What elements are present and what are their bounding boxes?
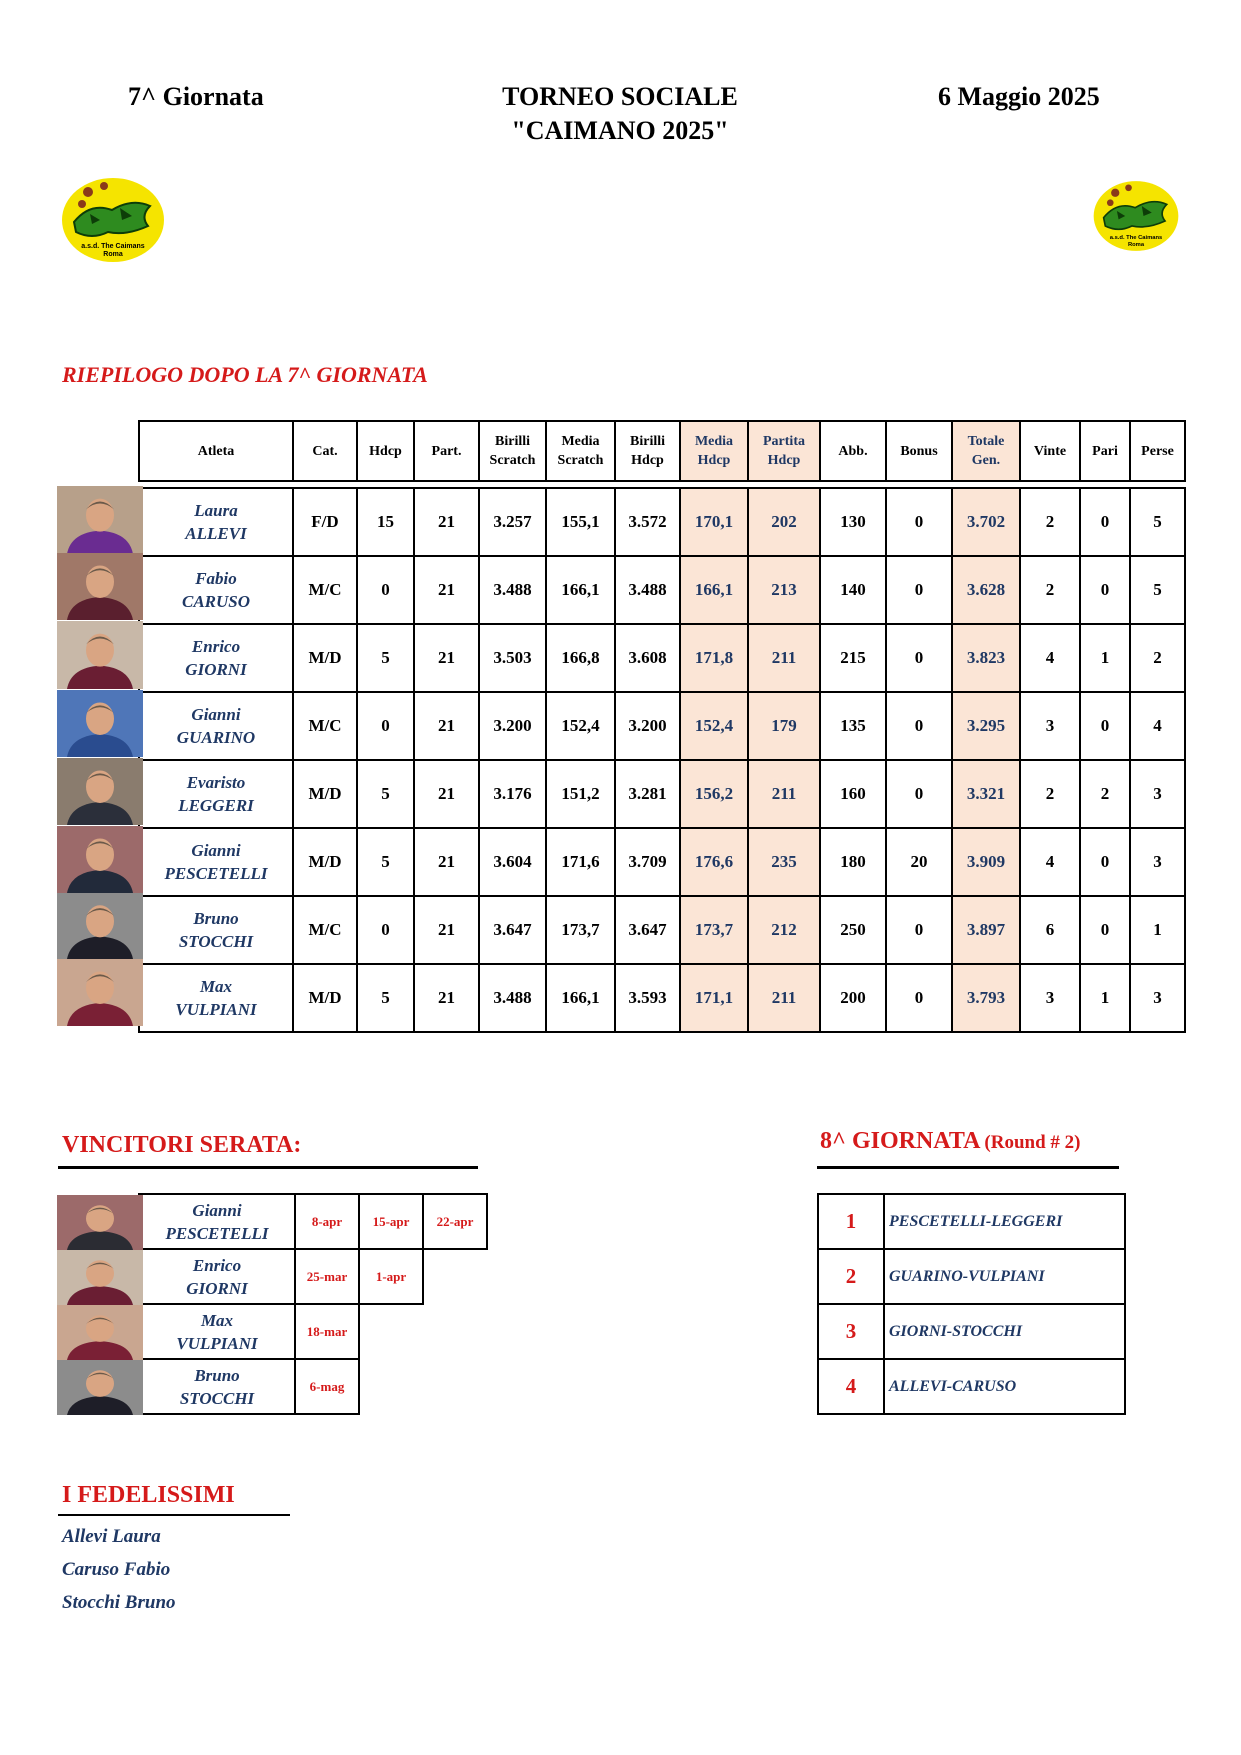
win-date: 22-apr: [423, 1194, 487, 1249]
cell-birilli-hdcp: 3.488: [615, 556, 680, 624]
cell-hdcp: 0: [357, 896, 414, 964]
club-logo-left: [60, 176, 166, 264]
cell-perse: 2: [1130, 624, 1185, 692]
event-date: 6 Maggio 2025: [938, 82, 1100, 111]
match-row: [818, 1249, 1125, 1304]
tournament-title-line1: TORNEO SOCIALE: [502, 82, 738, 111]
win-date: 8-apr: [295, 1194, 359, 1249]
tournament-title-line2: "CAIMANO 2025": [511, 116, 729, 145]
col-media-hdcp: Media Hdcp: [680, 421, 748, 481]
cell-birilli-hdcp: 3.281: [615, 760, 680, 828]
winner-photo: [57, 1250, 143, 1305]
cell-birilli-hdcp: 3.608: [615, 624, 680, 692]
club-logo-right: [1092, 176, 1180, 256]
cell-pari: 0: [1080, 692, 1130, 760]
cell-cat: F/D: [293, 488, 357, 556]
match-row: [818, 1304, 1125, 1359]
cell-abb: 200: [820, 964, 886, 1032]
cell-vinte: 3: [1020, 692, 1080, 760]
cell-media-scratch: 166,8: [546, 624, 615, 692]
cell-bonus: 0: [886, 488, 952, 556]
fedelissimi-item: Allevi Laura: [62, 1526, 161, 1547]
cell-pari: 0: [1080, 556, 1130, 624]
col-totale: Totale Gen.: [952, 421, 1020, 481]
next-round-subtitle: (Round # 2): [984, 1132, 1081, 1153]
cell-pari: 0: [1080, 896, 1130, 964]
cell-birilli-scratch: 3.176: [479, 760, 546, 828]
cell-part: 21: [414, 556, 479, 624]
cell-totale: 3.793: [952, 964, 1020, 1032]
cell-vinte: 4: [1020, 828, 1080, 896]
match-pair: PESCETELLI-LEGGERI: [884, 1194, 1125, 1249]
cell-part: 21: [414, 692, 479, 760]
athlete-photo: [57, 486, 143, 554]
cell-partita-hdcp: 211: [748, 624, 820, 692]
cell-abb: 140: [820, 556, 886, 624]
cell-media-scratch: 151,2: [546, 760, 615, 828]
cell-bonus: 20: [886, 828, 952, 896]
athlete-name: Fabio CARUSO: [139, 556, 293, 624]
cell-partita-hdcp: 213: [748, 556, 820, 624]
winner-name: Enrico GIORNI: [139, 1249, 295, 1304]
cell-hdcp: 0: [357, 692, 414, 760]
cell-birilli-hdcp: 3.572: [615, 488, 680, 556]
athlete-name: Enrico GIORNI: [139, 624, 293, 692]
cell-abb: 160: [820, 760, 886, 828]
cell-vinte: 2: [1020, 488, 1080, 556]
cell-birilli-scratch: 3.604: [479, 828, 546, 896]
cell-vinte: 3: [1020, 964, 1080, 1032]
round-label: 7^ Giornata: [128, 82, 264, 111]
empty-cell: [423, 1249, 487, 1304]
cell-pari: 1: [1080, 964, 1130, 1032]
athlete-photo: [57, 826, 143, 893]
cell-birilli-hdcp: 3.200: [615, 692, 680, 760]
cell-perse: 5: [1130, 488, 1185, 556]
cell-hdcp: 5: [357, 624, 414, 692]
winners-title-underline: [58, 1166, 478, 1169]
col-perse: Perse: [1130, 421, 1185, 481]
cell-bonus: 0: [886, 624, 952, 692]
cell-partita-hdcp: 211: [748, 964, 820, 1032]
match-pair: GUARINO-VULPIANI: [884, 1249, 1125, 1304]
cell-birilli-scratch: 3.503: [479, 624, 546, 692]
winner-photo: [57, 1305, 143, 1360]
fedelissimi-underline: [58, 1514, 290, 1516]
empty-cell: [423, 1304, 487, 1359]
cell-birilli-hdcp: 3.647: [615, 896, 680, 964]
cell-bonus: 0: [886, 896, 952, 964]
empty-cell: [359, 1359, 423, 1414]
col-birilli-scratch: Birilli Scratch: [479, 421, 546, 481]
athlete-photo: [57, 553, 143, 620]
summary-title: RIEPILOGO DOPO LA 7^ GIORNATA: [62, 362, 428, 387]
win-date: 6-mag: [295, 1359, 359, 1414]
athlete-name: Laura ALLEVI: [139, 488, 293, 556]
cell-birilli-hdcp: 3.593: [615, 964, 680, 1032]
athlete-name: Evaristo LEGGERI: [139, 760, 293, 828]
cell-partita-hdcp: 202: [748, 488, 820, 556]
athlete-photo: [57, 690, 143, 757]
athlete-name: Bruno STOCCHI: [139, 896, 293, 964]
svg-text:a.s.d. The Caimans: a.s.d. The Caimans: [1109, 235, 1163, 242]
cell-media-hdcp: 170,1: [680, 488, 748, 556]
cell-cat: M/D: [293, 828, 357, 896]
standings-table: [138, 420, 1186, 1033]
col-pari: Pari: [1080, 421, 1130, 481]
cell-totale: 3.628: [952, 556, 1020, 624]
cell-pari: 1: [1080, 624, 1130, 692]
table-gap: [139, 481, 1185, 488]
winner-name: Gianni PESCETELLI: [139, 1194, 295, 1249]
fedelissimi-item: Stocchi Bruno: [62, 1592, 176, 1613]
cell-abb: 215: [820, 624, 886, 692]
cell-media-hdcp: 176,6: [680, 828, 748, 896]
cell-pari: 2: [1080, 760, 1130, 828]
cell-partita-hdcp: 179: [748, 692, 820, 760]
empty-cell: [423, 1359, 487, 1414]
cell-bonus: 0: [886, 964, 952, 1032]
cell-part: 21: [414, 488, 479, 556]
cell-perse: 3: [1130, 760, 1185, 828]
win-date: 18-mar: [295, 1304, 359, 1359]
cell-perse: 3: [1130, 828, 1185, 896]
cell-pari: 0: [1080, 488, 1130, 556]
cell-part: 21: [414, 828, 479, 896]
match-pair: GIORNI-STOCCHI: [884, 1304, 1125, 1359]
col-media-scratch: Media Scratch: [546, 421, 615, 481]
cell-hdcp: 5: [357, 964, 414, 1032]
svg-text:a.s.d. The Caimans: a.s.d. The Caimans: [81, 243, 145, 250]
cell-cat: M/D: [293, 624, 357, 692]
cell-bonus: 0: [886, 556, 952, 624]
match-number: 1: [818, 1194, 884, 1249]
cell-pari: 0: [1080, 828, 1130, 896]
table-row: [139, 556, 1185, 624]
cell-birilli-scratch: 3.257: [479, 488, 546, 556]
cell-media-scratch: 173,7: [546, 896, 615, 964]
cell-totale: 3.295: [952, 692, 1020, 760]
winner-photo: [57, 1195, 143, 1250]
cell-cat: M/C: [293, 896, 357, 964]
winner-row: [139, 1194, 487, 1249]
next-round-title: [820, 1128, 1080, 1155]
cell-totale: 3.321: [952, 760, 1020, 828]
cell-part: 21: [414, 964, 479, 1032]
athlete-photo: [57, 621, 143, 689]
cell-media-scratch: 166,1: [546, 556, 615, 624]
cell-hdcp: 0: [357, 556, 414, 624]
cell-media-hdcp: 152,4: [680, 692, 748, 760]
match-row: [818, 1194, 1125, 1249]
cell-part: 21: [414, 624, 479, 692]
winner-name: Max VULPIANI: [139, 1304, 295, 1359]
cell-bonus: 0: [886, 760, 952, 828]
winner-row: [139, 1304, 487, 1359]
cell-vinte: 2: [1020, 556, 1080, 624]
cell-abb: 130: [820, 488, 886, 556]
cell-birilli-scratch: 3.200: [479, 692, 546, 760]
cell-birilli-scratch: 3.647: [479, 896, 546, 964]
cell-media-scratch: 166,1: [546, 964, 615, 1032]
cell-perse: 1: [1130, 896, 1185, 964]
cell-abb: 250: [820, 896, 886, 964]
cell-partita-hdcp: 211: [748, 760, 820, 828]
cell-vinte: 6: [1020, 896, 1080, 964]
cell-media-hdcp: 171,1: [680, 964, 748, 1032]
empty-cell: [359, 1304, 423, 1359]
cell-part: 21: [414, 896, 479, 964]
winners-title: VINCITORI SERATA:: [62, 1132, 302, 1158]
cell-partita-hdcp: 212: [748, 896, 820, 964]
next-round-table: [817, 1193, 1126, 1415]
fedelissimi-item: Caruso Fabio: [62, 1559, 171, 1580]
cell-cat: M/C: [293, 556, 357, 624]
table-row: [139, 828, 1185, 896]
caiman-logo-icon: [1092, 176, 1180, 256]
cell-perse: 5: [1130, 556, 1185, 624]
cell-birilli-hdcp: 3.709: [615, 828, 680, 896]
cell-media-scratch: 155,1: [546, 488, 615, 556]
cell-totale: 3.909: [952, 828, 1020, 896]
cell-totale: 3.702: [952, 488, 1020, 556]
cell-media-scratch: 171,6: [546, 828, 615, 896]
cell-vinte: 2: [1020, 760, 1080, 828]
win-date: 25-mar: [295, 1249, 359, 1304]
cell-media-hdcp: 156,2: [680, 760, 748, 828]
cell-abb: 135: [820, 692, 886, 760]
cell-cat: M/C: [293, 692, 357, 760]
standings-header-row: [139, 421, 1185, 481]
cell-perse: 3: [1130, 964, 1185, 1032]
cell-cat: M/D: [293, 760, 357, 828]
next-round-underline: [817, 1166, 1119, 1169]
cell-media-hdcp: 166,1: [680, 556, 748, 624]
winner-name: Bruno STOCCHI: [139, 1359, 295, 1414]
fedelissimi-title: I FEDELISSIMI: [62, 1482, 235, 1508]
athlete-photo: [57, 959, 143, 1026]
cell-birilli-scratch: 3.488: [479, 964, 546, 1032]
col-birilli-hdcp: Birilli Hdcp: [615, 421, 680, 481]
athlete-name: Gianni PESCETELLI: [139, 828, 293, 896]
next-round-title-main: 8^ GIORNATA: [820, 1128, 981, 1154]
winner-row: [139, 1249, 487, 1304]
match-number: 4: [818, 1359, 884, 1414]
table-row: [139, 896, 1185, 964]
athlete-name: Max VULPIANI: [139, 964, 293, 1032]
match-number: 2: [818, 1249, 884, 1304]
win-date: 15-apr: [359, 1194, 423, 1249]
col-bonus: Bonus: [886, 421, 952, 481]
cell-birilli-scratch: 3.488: [479, 556, 546, 624]
cell-totale: 3.823: [952, 624, 1020, 692]
cell-hdcp: 5: [357, 760, 414, 828]
athlete-photo: [57, 893, 143, 959]
winner-row: [139, 1359, 487, 1414]
col-hdcp: Hdcp: [357, 421, 414, 481]
tournament-title: [370, 80, 870, 148]
svg-text:Roma: Roma: [103, 251, 123, 258]
col-partita-hdcp: Partita Hdcp: [748, 421, 820, 481]
col-vinte: Vinte: [1020, 421, 1080, 481]
cell-perse: 4: [1130, 692, 1185, 760]
cell-totale: 3.897: [952, 896, 1020, 964]
cell-hdcp: 5: [357, 828, 414, 896]
col-atleta: Atleta: [139, 421, 293, 481]
cell-part: 21: [414, 760, 479, 828]
caiman-logo-icon: [60, 176, 166, 264]
cell-hdcp: 15: [357, 488, 414, 556]
cell-cat: M/D: [293, 964, 357, 1032]
col-part: Part.: [414, 421, 479, 481]
table-row: [139, 760, 1185, 828]
table-row: [139, 964, 1185, 1032]
winners-table: [138, 1193, 488, 1415]
col-cat: Cat.: [293, 421, 357, 481]
cell-partita-hdcp: 235: [748, 828, 820, 896]
cell-abb: 180: [820, 828, 886, 896]
athlete-photo: [57, 758, 143, 825]
col-abb: Abb.: [820, 421, 886, 481]
cell-media-hdcp: 173,7: [680, 896, 748, 964]
cell-vinte: 4: [1020, 624, 1080, 692]
winner-photo: [57, 1360, 143, 1415]
cell-media-scratch: 152,4: [546, 692, 615, 760]
match-pair: ALLEVI-CARUSO: [884, 1359, 1125, 1414]
cell-media-hdcp: 171,8: [680, 624, 748, 692]
match-row: [818, 1359, 1125, 1414]
table-row: [139, 488, 1185, 556]
table-row: [139, 624, 1185, 692]
svg-text:Roma: Roma: [1127, 241, 1145, 248]
table-row: [139, 692, 1185, 760]
cell-bonus: 0: [886, 692, 952, 760]
match-number: 3: [818, 1304, 884, 1359]
fedelissimi-list: [62, 1520, 176, 1619]
win-date: 1-apr: [359, 1249, 423, 1304]
athlete-name: Gianni GUARINO: [139, 692, 293, 760]
